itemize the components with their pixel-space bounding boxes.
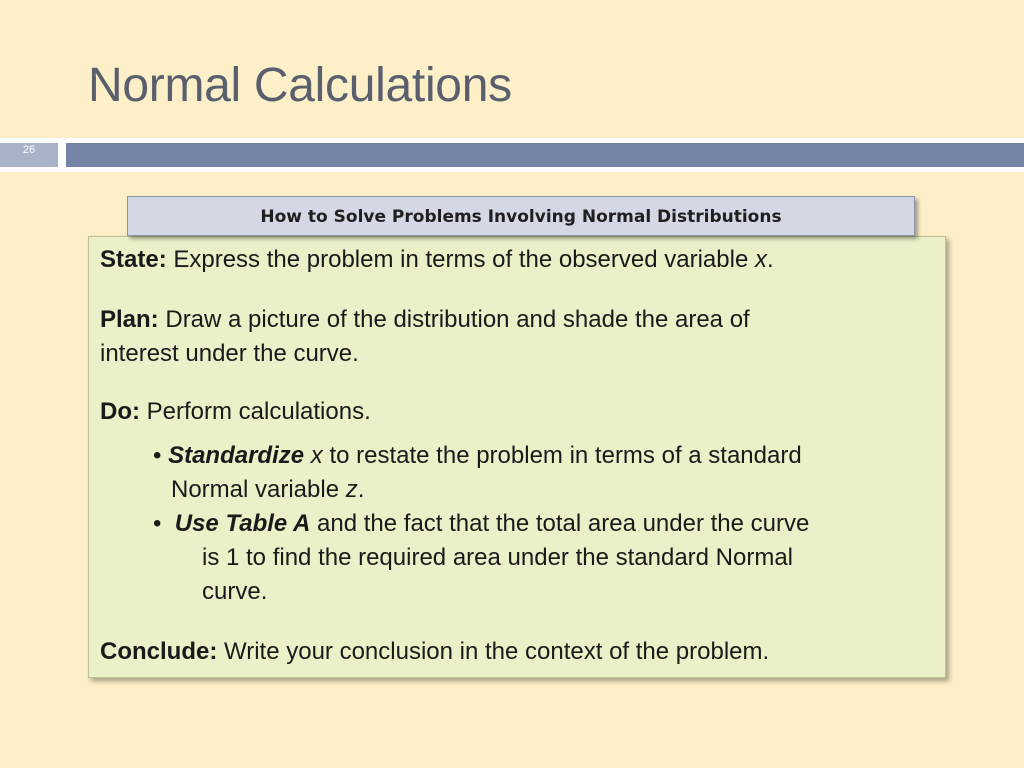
slide-title: Normal Calculations xyxy=(88,59,512,112)
step-do-label: Do: xyxy=(100,398,140,425)
rule-bar xyxy=(66,143,1024,167)
slide-number: 26 xyxy=(22,144,36,156)
bullet-standardize-end: . xyxy=(357,476,365,503)
bullet-table-a-emphasis: Use Table A xyxy=(174,510,311,537)
bullet-standardize-var: x xyxy=(310,442,323,469)
step-state-end: . xyxy=(766,246,774,273)
bullet-table-a-line1: and the fact that the total area under the curve xyxy=(310,510,810,537)
procedure-box xyxy=(88,236,946,678)
bullet-standardize-line1: to restate the problem in terms of a standard xyxy=(322,442,802,469)
procedure-heading: How to Solve Problems Involving Normal Distributions xyxy=(127,196,915,236)
bullet-table-a xyxy=(153,507,809,541)
bullet-standardize-line2: Normal variable xyxy=(171,476,346,503)
bullet-marker: • xyxy=(153,442,162,469)
bullet-table-a-line2: is 1 to find the required area under the standard Normal xyxy=(202,544,794,571)
step-do xyxy=(100,395,371,429)
title-rule xyxy=(0,138,1024,172)
bullet-standardize xyxy=(153,439,802,473)
bullet-standardize-cont xyxy=(171,473,364,507)
bullet-table-a-cont2 xyxy=(202,575,267,609)
step-conclude-label: Conclude: xyxy=(100,638,218,665)
step-do-text: Perform calculations. xyxy=(139,398,371,425)
step-plan-line2: interest under the curve. xyxy=(100,340,359,367)
bullet-table-a-line3: curve. xyxy=(202,578,268,605)
step-plan-line1: Draw a picture of the distribution and shade the area of xyxy=(158,306,750,333)
step-conclude-text: Write your conclusion in the context of the problem. xyxy=(217,638,770,665)
step-state-label: State: xyxy=(100,246,167,273)
step-state-text: Express the problem in terms of the observed variable xyxy=(166,246,755,273)
bullet-table-a-cont1 xyxy=(202,541,793,575)
step-plan-cont xyxy=(100,337,359,371)
bullet-standardize-var2: z xyxy=(345,476,358,503)
step-plan xyxy=(100,303,750,337)
step-conclude xyxy=(100,635,769,669)
step-plan-label: Plan: xyxy=(100,306,159,333)
bullet-marker: • xyxy=(153,510,162,537)
step-state-var: x xyxy=(754,246,767,273)
step-state xyxy=(100,243,774,277)
bullet-standardize-emphasis: Standardize xyxy=(168,442,305,469)
